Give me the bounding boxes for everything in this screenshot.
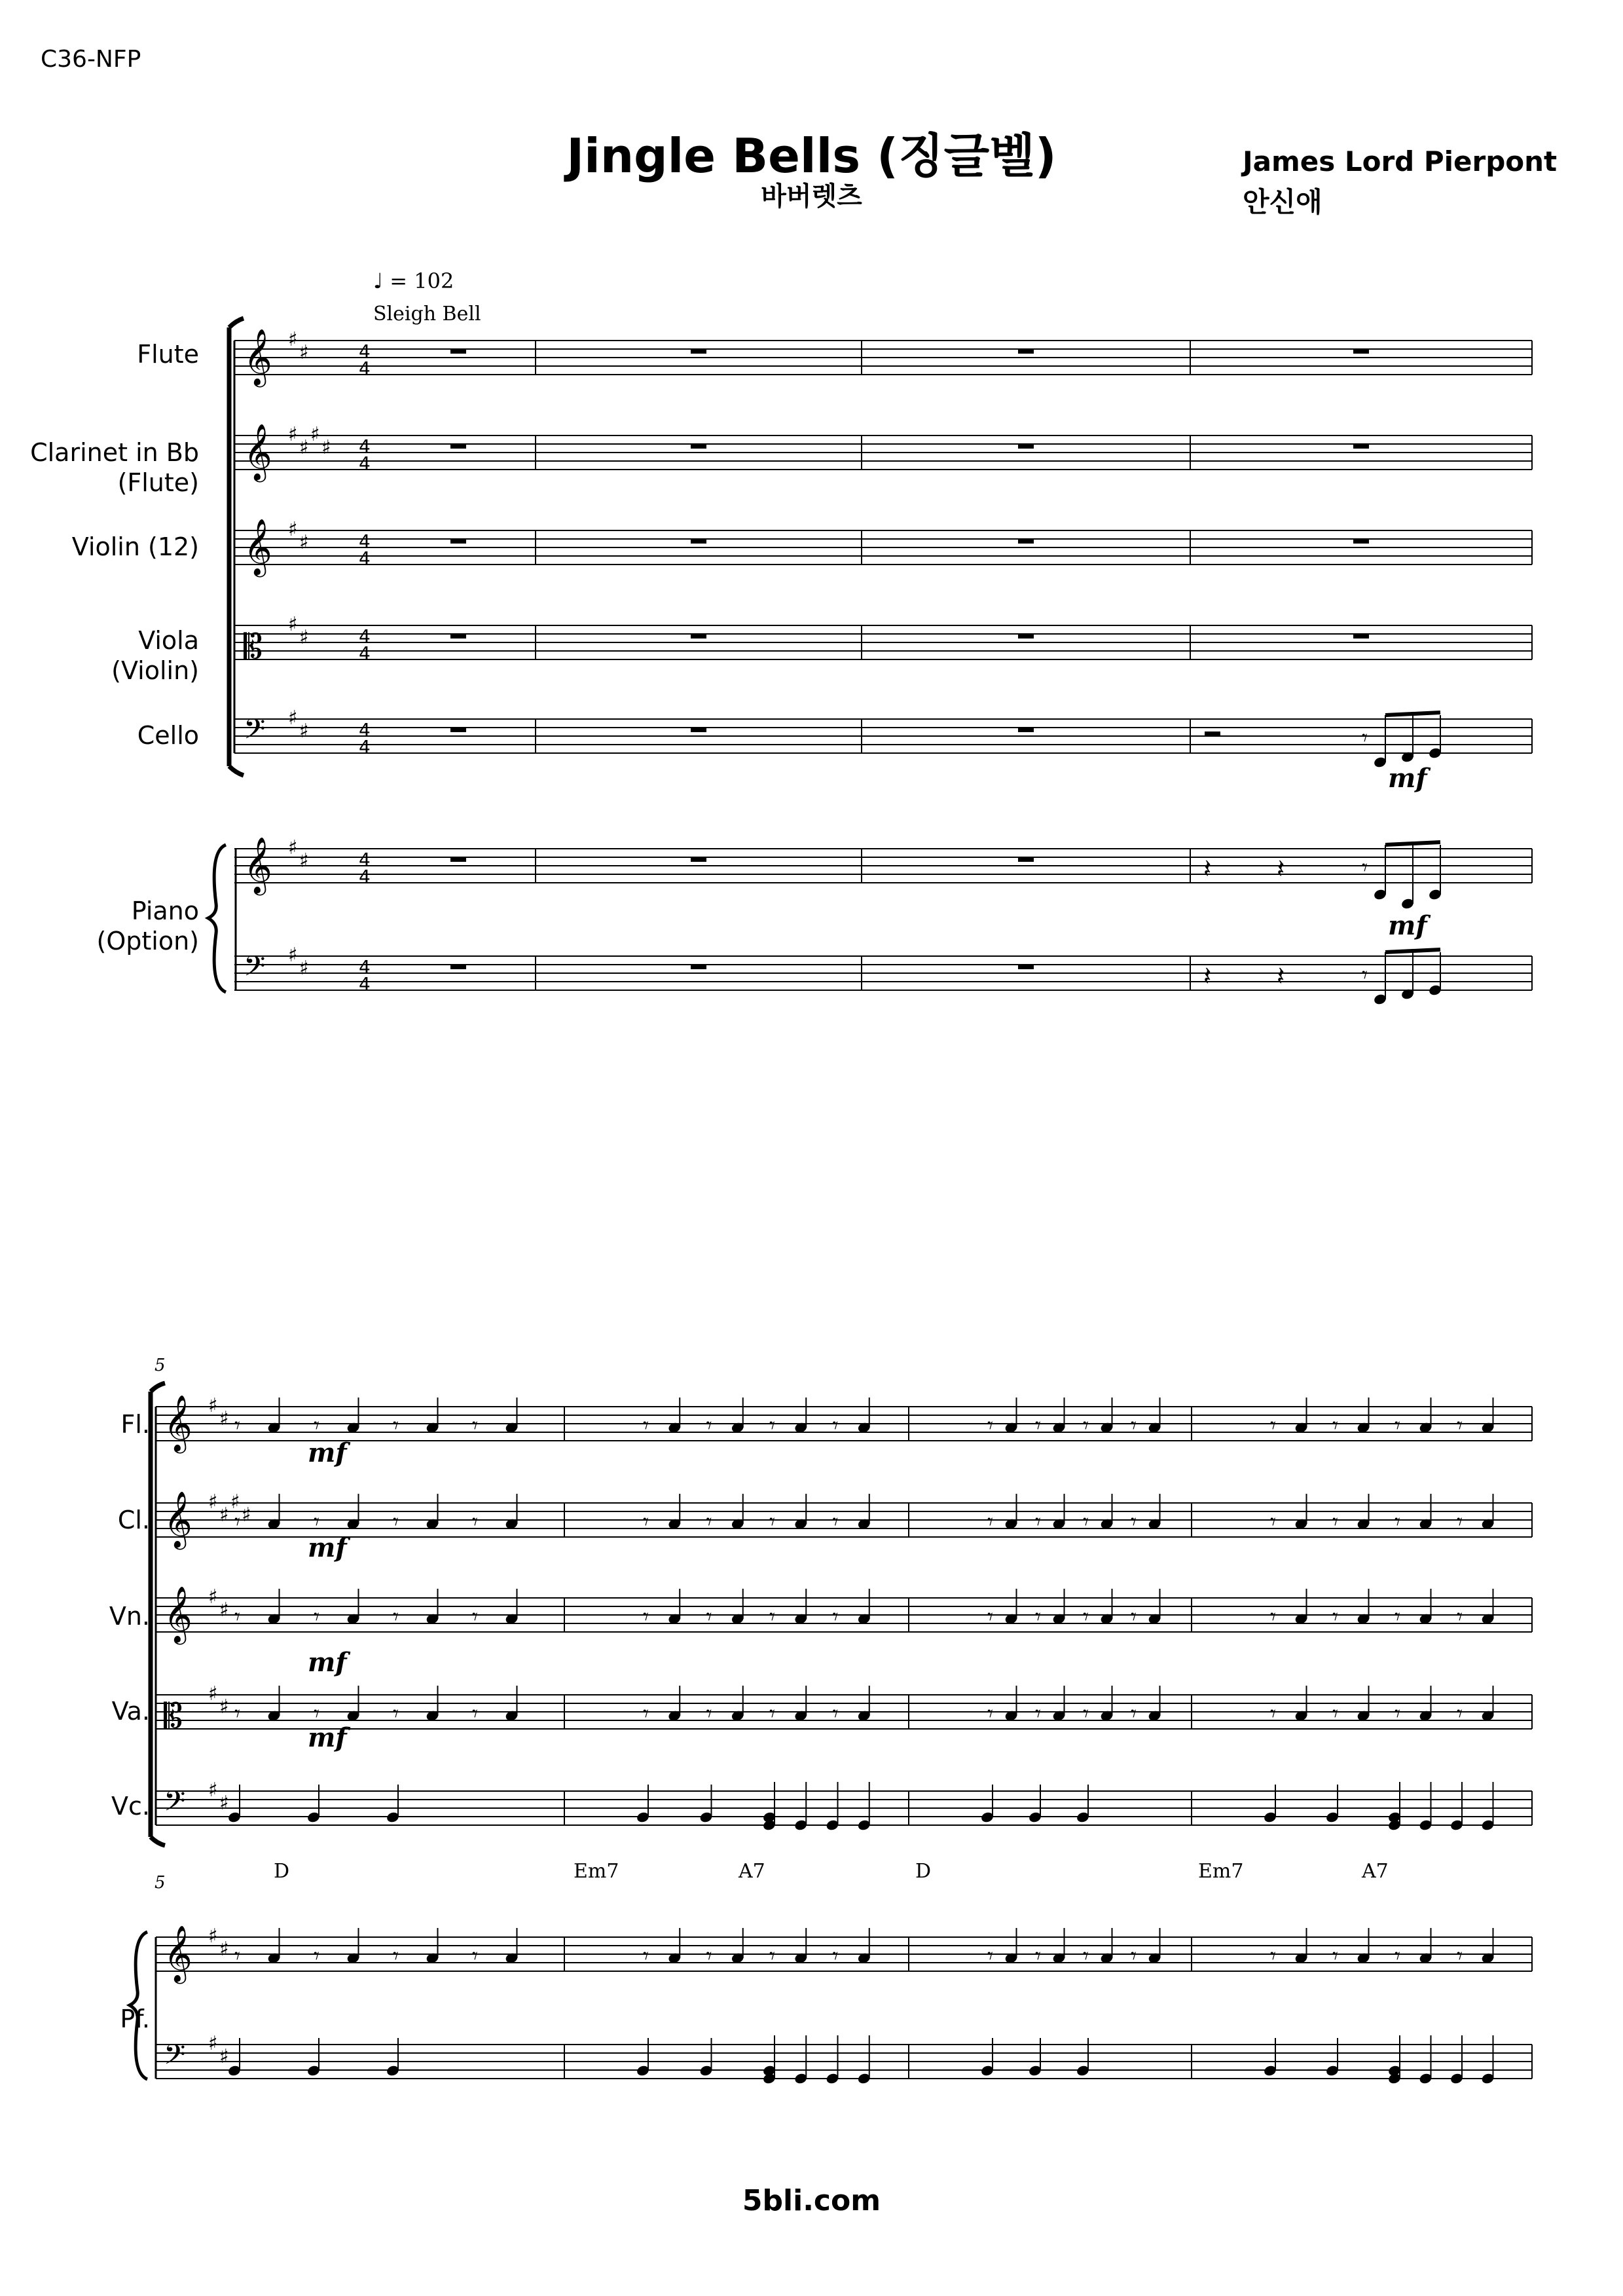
instrument-name-flute: Flute bbox=[137, 340, 199, 369]
eighth-rest: 𝄾 bbox=[1457, 1943, 1463, 1969]
eighth-rest: 𝄾 bbox=[1131, 1413, 1137, 1439]
chord-symbol: Em7 bbox=[1198, 1860, 1244, 1883]
eighth-rest: 𝄾 bbox=[769, 1413, 776, 1439]
eighth-rest: 𝄾 bbox=[1131, 1604, 1137, 1630]
instrument-name-viola: Viola (Violin) bbox=[111, 626, 199, 685]
eighth-rest: 𝄾 bbox=[314, 1943, 320, 1969]
eighth-rest: 𝄾 bbox=[393, 1701, 399, 1727]
key-signature-sharp: ♯ bbox=[288, 836, 298, 859]
whole-rest bbox=[1018, 857, 1034, 862]
whole-rest bbox=[1353, 444, 1369, 449]
eighth-rest: 𝄾 bbox=[769, 1604, 776, 1630]
eighth-rest: 𝄾 bbox=[643, 1943, 649, 1969]
quarter-rest: 𝄽 bbox=[1203, 854, 1212, 884]
eighth-rest: 𝄾 bbox=[1457, 1509, 1463, 1535]
eighth-rest: 𝄾 bbox=[1131, 1701, 1137, 1727]
piano-brace bbox=[208, 845, 226, 992]
instrument-name-piano: Piano (Option) bbox=[96, 897, 199, 955]
eighth-rest: 𝄾 bbox=[769, 1509, 776, 1535]
eighth-rest: 𝄾 bbox=[1131, 1943, 1137, 1969]
eighth-rest: 𝄾 bbox=[1332, 1509, 1339, 1535]
whole-rest bbox=[1018, 634, 1034, 639]
key-signature-sharp: ♯ bbox=[288, 328, 298, 351]
key-signature-sharp: ♯ bbox=[299, 341, 309, 364]
quarter-rest: 𝄽 bbox=[1277, 961, 1285, 991]
eighth-rest: 𝄾 bbox=[234, 1509, 241, 1535]
eighth-rest: 𝄾 bbox=[1270, 1509, 1277, 1535]
clef: 𝄢 bbox=[244, 950, 266, 990]
clef: 𝄞 bbox=[164, 1925, 192, 1982]
clef: 𝄞 bbox=[244, 837, 272, 893]
quarter-rest: 𝄽 bbox=[1277, 854, 1285, 884]
whole-rest bbox=[691, 857, 706, 862]
key-signature-sharp: ♯ bbox=[299, 531, 309, 554]
half-rest bbox=[1205, 731, 1220, 736]
key-signature-sharp: ♯ bbox=[208, 2032, 218, 2055]
eighth-rest: 𝄾 bbox=[1270, 1413, 1277, 1439]
key-signature-sharp: ♯ bbox=[242, 1504, 251, 1527]
whole-rest bbox=[1018, 349, 1034, 354]
eighth-rest: 𝄾 bbox=[706, 1943, 712, 1969]
time-signature: 4 bbox=[359, 849, 371, 870]
eighth-rest: 𝄾 bbox=[643, 1413, 649, 1439]
eighth-rest: 𝄾 bbox=[1332, 1701, 1339, 1727]
key-signature-sharp: ♯ bbox=[219, 1407, 229, 1430]
instrument-abbrev-violin: Vn. bbox=[109, 1602, 150, 1631]
eighth-rest: 𝄾 bbox=[832, 1509, 839, 1535]
time-signature: 4 bbox=[359, 358, 371, 379]
eighth-rest: 𝄾 bbox=[1083, 1943, 1089, 1969]
time-signature: 4 bbox=[359, 973, 371, 995]
clef: 𝄡 bbox=[164, 1697, 183, 1736]
dynamic-mf: mf bbox=[308, 1437, 347, 1468]
eighth-rest: 𝄾 bbox=[706, 1604, 712, 1630]
time-signature: 4 bbox=[359, 956, 371, 978]
eighth-rest: 𝄾 bbox=[987, 1413, 994, 1439]
key-signature-sharp: ♯ bbox=[208, 1394, 218, 1417]
eighth-rest: 𝄾 bbox=[832, 1604, 839, 1630]
clef: 𝄞 bbox=[244, 329, 272, 385]
whole-rest bbox=[1353, 349, 1369, 354]
eighth-rest: 𝄾 bbox=[706, 1701, 712, 1727]
eighth-rest: 𝄾 bbox=[1270, 1701, 1277, 1727]
eighth-rest: 𝄾 bbox=[393, 1509, 399, 1535]
chord-symbol: A7 bbox=[739, 1860, 765, 1883]
eighth-rest: 𝄾 bbox=[314, 1413, 320, 1439]
whole-rest bbox=[1018, 965, 1034, 969]
whole-rest bbox=[691, 539, 706, 544]
eighth-rest: 𝄾 bbox=[987, 1604, 994, 1630]
key-signature-sharp: ♯ bbox=[208, 1779, 218, 1802]
instrument-name-violin: Violin (12) bbox=[71, 532, 199, 561]
whole-rest bbox=[691, 728, 706, 732]
eighth-rest: 𝄾 bbox=[314, 1604, 320, 1630]
eighth-rest: 𝄾 bbox=[1395, 1701, 1401, 1727]
eighth-rest: 𝄾 bbox=[1457, 1604, 1463, 1630]
whole-rest bbox=[450, 444, 466, 449]
eighth-rest: 𝄾 bbox=[234, 1604, 241, 1630]
chord-symbol: Em7 bbox=[574, 1860, 619, 1883]
whole-rest bbox=[450, 634, 466, 639]
chord-symbol: A7 bbox=[1362, 1860, 1389, 1883]
eighth-rest: 𝄾 bbox=[706, 1413, 712, 1439]
key-signature-sharp: ♯ bbox=[299, 849, 309, 872]
eighth-rest: 𝄾 bbox=[643, 1701, 649, 1727]
time-signature: 4 bbox=[359, 866, 371, 887]
key-signature-sharp: ♯ bbox=[219, 1938, 229, 1961]
chord-symbol: D bbox=[915, 1860, 932, 1883]
clef: 𝄡 bbox=[244, 627, 263, 667]
clef: 𝄢 bbox=[244, 713, 266, 752]
eighth-rest: 𝄾 bbox=[1035, 1943, 1042, 1969]
key-signature-sharp: ♯ bbox=[299, 720, 309, 743]
eighth-rest: 𝄾 bbox=[1035, 1604, 1042, 1630]
time-signature: 4 bbox=[359, 625, 371, 647]
whole-rest bbox=[450, 965, 466, 969]
catalog-code: C36-NFP bbox=[41, 46, 141, 73]
key-signature-sharp: ♯ bbox=[208, 1925, 218, 1948]
key-signature-sharp: ♯ bbox=[288, 518, 298, 541]
eighth-rest: 𝄾 bbox=[987, 1509, 994, 1535]
score-title: Jingle Bells (징글벨) bbox=[566, 128, 1057, 183]
measure-number-piano: 5 bbox=[155, 1873, 166, 1893]
eighth-rest: 𝄾 bbox=[1362, 725, 1368, 751]
key-signature-sharp: ♯ bbox=[288, 423, 298, 446]
key-signature-sharp: ♯ bbox=[288, 944, 298, 967]
eighth-rest: 𝄾 bbox=[1362, 855, 1368, 881]
eighth-rest: 𝄾 bbox=[832, 1701, 839, 1727]
eighth-rest: 𝄾 bbox=[1270, 1943, 1277, 1969]
eighth-rest: 𝄾 bbox=[1270, 1604, 1277, 1630]
eighth-rest: 𝄾 bbox=[1083, 1701, 1089, 1727]
eighth-rest: 𝄾 bbox=[1083, 1509, 1089, 1535]
eighth-rest: 𝄾 bbox=[1083, 1604, 1089, 1630]
eighth-rest: 𝄾 bbox=[1332, 1413, 1339, 1439]
whole-rest bbox=[691, 349, 706, 354]
eighth-rest: 𝄾 bbox=[314, 1701, 320, 1727]
eighth-rest: 𝄾 bbox=[472, 1509, 479, 1535]
key-signature-sharp: ♯ bbox=[208, 1585, 218, 1608]
dynamic-mf: mf bbox=[1388, 910, 1427, 941]
clef: 𝄞 bbox=[164, 1586, 192, 1642]
eighth-rest: 𝄾 bbox=[1395, 1413, 1401, 1439]
eighth-rest: 𝄾 bbox=[393, 1604, 399, 1630]
whole-rest bbox=[1018, 444, 1034, 449]
key-signature-sharp: ♯ bbox=[288, 613, 298, 636]
beam bbox=[1385, 713, 1440, 715]
whole-rest bbox=[691, 965, 706, 969]
chord-symbol: D bbox=[274, 1860, 290, 1883]
whole-rest bbox=[691, 444, 706, 449]
instrument-name-clarinet: Clarinet in Bb (Flute) bbox=[30, 438, 199, 497]
eighth-rest: 𝄾 bbox=[987, 1701, 994, 1727]
whole-rest bbox=[450, 539, 466, 544]
instrument-name-cello: Cello bbox=[137, 721, 199, 750]
eighth-rest: 𝄾 bbox=[393, 1413, 399, 1439]
eighth-rest: 𝄾 bbox=[234, 1701, 241, 1727]
key-signature-sharp: ♯ bbox=[299, 957, 309, 980]
eighth-rest: 𝄾 bbox=[1457, 1413, 1463, 1439]
key-signature-sharp: ♯ bbox=[288, 707, 298, 730]
key-signature-sharp: ♯ bbox=[208, 1491, 218, 1513]
instrument-abbrev-piano: Pf. bbox=[120, 2005, 150, 2033]
key-signature-sharp: ♯ bbox=[321, 436, 331, 459]
whole-rest bbox=[1353, 539, 1369, 544]
eighth-rest: 𝄾 bbox=[393, 1943, 399, 1969]
time-signature: 4 bbox=[359, 341, 371, 362]
time-signature: 4 bbox=[359, 736, 371, 758]
piano-brace bbox=[130, 1932, 147, 2079]
eighth-rest: 𝄾 bbox=[1083, 1413, 1089, 1439]
eighth-rest: 𝄾 bbox=[769, 1701, 776, 1727]
eighth-rest: 𝄾 bbox=[234, 1943, 241, 1969]
whole-rest bbox=[450, 728, 466, 732]
eighth-rest: 𝄾 bbox=[832, 1943, 839, 1969]
key-signature-sharp: ♯ bbox=[310, 423, 320, 446]
composer: James Lord Pierpont bbox=[1243, 145, 1558, 177]
key-signature-sharp: ♯ bbox=[219, 1792, 229, 1815]
key-signature-sharp: ♯ bbox=[219, 1695, 229, 1718]
key-signature-sharp: ♯ bbox=[299, 626, 309, 649]
eighth-rest: 𝄾 bbox=[472, 1701, 479, 1727]
time-signature: 4 bbox=[359, 530, 371, 552]
instrument-abbrev-viola: Va. bbox=[111, 1697, 150, 1726]
whole-rest bbox=[450, 349, 466, 354]
whole-rest bbox=[1353, 634, 1369, 639]
quarter-rest: 𝄽 bbox=[1203, 961, 1212, 991]
eighth-rest: 𝄾 bbox=[1332, 1604, 1339, 1630]
footer-site: 5bli.com bbox=[742, 2184, 881, 2217]
clef: 𝄞 bbox=[164, 1395, 192, 1451]
key-signature-sharp: ♯ bbox=[299, 436, 309, 459]
eighth-rest: 𝄾 bbox=[769, 1943, 776, 1969]
clef: 𝄢 bbox=[164, 2039, 186, 2078]
time-signature: 4 bbox=[359, 719, 371, 741]
eighth-rest: 𝄾 bbox=[1395, 1604, 1401, 1630]
time-signature: 4 bbox=[359, 435, 371, 457]
eighth-rest: 𝄾 bbox=[1395, 1943, 1401, 1969]
eighth-rest: 𝄾 bbox=[1457, 1701, 1463, 1727]
dynamic-mf: mf bbox=[308, 1532, 347, 1563]
eighth-rest: 𝄾 bbox=[832, 1413, 839, 1439]
eighth-rest: 𝄾 bbox=[1035, 1413, 1042, 1439]
beam bbox=[1385, 842, 1440, 845]
key-signature-sharp: ♯ bbox=[219, 2045, 229, 2068]
time-signature: 4 bbox=[359, 453, 371, 474]
arranger: 안신애 bbox=[1243, 186, 1322, 218]
eighth-rest: 𝄾 bbox=[472, 1943, 479, 1969]
clef: 𝄢 bbox=[164, 1785, 186, 1824]
whole-rest bbox=[691, 634, 706, 639]
clef: 𝄞 bbox=[244, 424, 272, 480]
key-signature-sharp: ♯ bbox=[219, 1504, 229, 1527]
whole-rest bbox=[1018, 539, 1034, 544]
eighth-rest: 𝄾 bbox=[1035, 1509, 1042, 1535]
key-signature-sharp: ♯ bbox=[208, 1682, 218, 1705]
instrument-abbrev-flute: Fl. bbox=[120, 1410, 150, 1439]
time-signature: 4 bbox=[359, 642, 371, 664]
eighth-rest: 𝄾 bbox=[472, 1604, 479, 1630]
eighth-rest: 𝄾 bbox=[1131, 1509, 1137, 1535]
eighth-rest: 𝄾 bbox=[1395, 1509, 1401, 1535]
eighth-rest: 𝄾 bbox=[1362, 962, 1368, 988]
eighth-rest: 𝄾 bbox=[706, 1509, 712, 1535]
dynamic-mf: mf bbox=[308, 1722, 347, 1753]
eighth-rest: 𝄾 bbox=[643, 1509, 649, 1535]
eighth-rest: 𝄾 bbox=[314, 1509, 320, 1535]
whole-rest bbox=[450, 857, 466, 862]
whole-rest bbox=[1018, 728, 1034, 732]
beam bbox=[1385, 950, 1440, 952]
score-subtitle: 바버렛츠 bbox=[761, 181, 862, 212]
eighth-rest: 𝄾 bbox=[987, 1943, 994, 1969]
dynamic-mf: mf bbox=[308, 1647, 347, 1678]
sleigh-bell-annotation: Sleigh Bell bbox=[373, 303, 481, 325]
eighth-rest: 𝄾 bbox=[234, 1413, 241, 1439]
key-signature-sharp: ♯ bbox=[219, 1599, 229, 1621]
dynamic-mf: mf bbox=[1388, 763, 1427, 794]
clef: 𝄞 bbox=[164, 1491, 192, 1547]
time-signature: 4 bbox=[359, 547, 371, 569]
instrument-abbrev-cello: Vc. bbox=[111, 1792, 150, 1821]
eighth-rest: 𝄾 bbox=[1332, 1943, 1339, 1969]
eighth-rest: 𝄾 bbox=[643, 1604, 649, 1630]
measure-number: 5 bbox=[155, 1356, 166, 1375]
eighth-rest: 𝄾 bbox=[1035, 1701, 1042, 1727]
key-signature-sharp: ♯ bbox=[230, 1491, 240, 1513]
eighth-rest: 𝄾 bbox=[472, 1413, 479, 1439]
instrument-abbrev-clarinet: Cl. bbox=[117, 1506, 150, 1534]
tempo-marking: ♩ = 102 bbox=[373, 268, 454, 293]
clef: 𝄞 bbox=[244, 519, 272, 575]
